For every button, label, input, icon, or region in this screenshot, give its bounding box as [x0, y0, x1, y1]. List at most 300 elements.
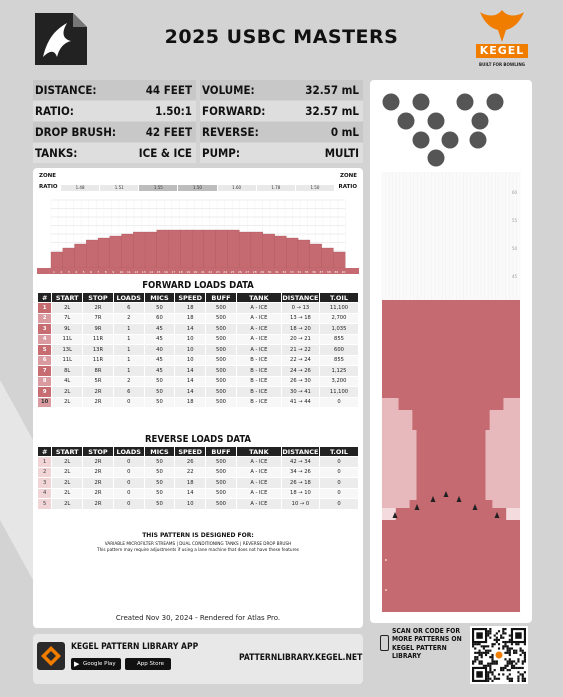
bowling-pin-icon — [472, 113, 489, 130]
svg-text:12: 12 — [134, 270, 139, 274]
table-cell: 3,200 — [319, 376, 358, 387]
table-cell: 9R — [83, 324, 114, 335]
table-cell: A - ICE — [236, 467, 281, 478]
stat-tanks: TANKS: ICE & ICE — [33, 143, 196, 163]
oil-graph-bar — [227, 230, 239, 268]
svg-text:22: 22 — [208, 270, 213, 274]
svg-text:2: 2 — [60, 270, 63, 274]
table-header-cell: BUFF — [206, 447, 237, 457]
table-cell: B - ICE — [236, 387, 281, 398]
oil-graph — [37, 196, 359, 276]
table-row — [38, 488, 359, 499]
table-cell: 500 — [206, 313, 237, 324]
table-cell: 42 → 34 — [281, 457, 319, 468]
stat-drop-brush: DROP BRUSH: 42 FEET — [33, 122, 196, 142]
row-number: 1 — [38, 457, 52, 468]
oil-graph-bar — [75, 244, 87, 268]
table-cell: 10 — [175, 334, 206, 345]
table-header-cell: MICS — [144, 293, 175, 303]
svg-text:8: 8 — [104, 270, 107, 274]
background-shape — [0, 380, 33, 580]
row-number: 4 — [38, 334, 52, 345]
stat-distance: DISTANCE: 44 FEET — [33, 80, 196, 100]
table-row — [38, 387, 359, 398]
google-play-button[interactable]: ▶ Google Play — [71, 658, 121, 670]
table-cell: 0 — [319, 499, 358, 510]
oil-graph-bar — [251, 232, 263, 268]
svg-text:45: 45 — [512, 274, 518, 279]
row-number: 6 — [38, 355, 52, 366]
qr-section — [370, 627, 532, 687]
svg-text:7: 7 — [97, 270, 100, 274]
table-cell: 30 → 41 — [281, 387, 319, 398]
table-cell: 50 — [144, 457, 175, 468]
table-cell: 2L — [52, 387, 83, 398]
table-cell: 9L — [52, 324, 83, 335]
zone-ratio-cell: 1.50 — [178, 185, 216, 191]
table-cell: 2R — [83, 499, 114, 510]
table-row — [38, 366, 359, 377]
svg-text:1: 1 — [53, 270, 55, 274]
table-cell: 41 → 44 — [281, 397, 319, 408]
table-cell: 18 — [175, 303, 206, 314]
oil-graph-bar — [333, 252, 345, 268]
table-cell: 2R — [83, 488, 114, 499]
app-store-button[interactable]: App Store — [125, 658, 171, 670]
zone-ratio-cell: 1.50 — [296, 185, 334, 191]
svg-text:18: 18 — [178, 270, 183, 274]
table-cell: 500 — [206, 366, 237, 377]
table-cell: 1,035 — [319, 324, 358, 335]
table-cell: 0 — [113, 467, 144, 478]
forward-loads-table — [37, 292, 359, 408]
table-cell: 2 — [113, 376, 144, 387]
table-cell: 14 — [175, 488, 206, 499]
table-cell: 22 — [175, 467, 206, 478]
oil-graph-bar — [145, 232, 157, 268]
kegel-logo-icon — [472, 6, 532, 70]
table-row — [38, 345, 359, 356]
table-cell: 50 — [144, 387, 175, 398]
svg-text:28: 28 — [252, 270, 257, 274]
table-cell: A - ICE — [236, 313, 281, 324]
table-cell: 500 — [206, 457, 237, 468]
table-cell: 45 — [144, 324, 175, 335]
table-cell: 2L — [52, 397, 83, 408]
table-header-cell: STOP — [83, 293, 114, 303]
oil-graph-bar — [204, 230, 216, 268]
table-cell: 18 — [175, 478, 206, 489]
zone-ratio-cell: 1.51 — [100, 185, 138, 191]
table-cell: 11,100 — [319, 303, 358, 314]
table-cell: 0 — [113, 499, 144, 510]
bowling-pin-icon — [428, 150, 445, 167]
kegel-tagline: BUILT FOR BOWLING — [479, 62, 525, 67]
table-cell: 40 — [144, 345, 175, 356]
bowling-pin-icon — [470, 132, 487, 149]
table-cell: 0 — [113, 488, 144, 499]
table-cell: 7R — [83, 313, 114, 324]
svg-text:19: 19 — [186, 270, 191, 274]
table-cell: 14 — [175, 366, 206, 377]
table-cell: 50 — [144, 499, 175, 510]
table-cell: 2,700 — [319, 313, 358, 324]
table-header-cell: # — [38, 447, 52, 457]
svg-text:11: 11 — [127, 270, 131, 274]
svg-text:6: 6 — [90, 270, 92, 274]
table-row — [38, 397, 359, 408]
table-cell: 0 — [319, 457, 358, 468]
table-row — [38, 478, 359, 489]
table-cell: 13 → 18 — [281, 313, 319, 324]
bowling-pin-icon — [487, 94, 504, 111]
table-cell: 2L — [52, 478, 83, 489]
svg-text:30: 30 — [267, 270, 272, 274]
table-cell: 5R — [83, 376, 114, 387]
table-header-cell: TANK — [236, 293, 281, 303]
table-cell: A - ICE — [236, 478, 281, 489]
pattern-sheet — [33, 168, 363, 628]
table-cell: 0 — [319, 478, 358, 489]
pattern-stats — [33, 80, 363, 164]
table-cell: 500 — [206, 345, 237, 356]
table-cell: 500 — [206, 488, 237, 499]
table-cell: 8L — [52, 366, 83, 377]
table-cell: 50 — [144, 478, 175, 489]
table-cell: 18 — [175, 397, 206, 408]
table-header-cell: TANK — [236, 447, 281, 457]
oil-graph-bar — [216, 230, 228, 268]
table-cell: 10 — [175, 345, 206, 356]
table-cell: 18 — [175, 313, 206, 324]
forward-loads-title: FORWARD LOADS DATA — [142, 280, 254, 291]
svg-text:17: 17 — [171, 270, 176, 274]
table-row — [38, 334, 359, 345]
table-cell: 0 → 13 — [281, 303, 319, 314]
table-cell: 1 — [113, 324, 144, 335]
table-cell: 50 — [144, 376, 175, 387]
svg-text:36: 36 — [312, 270, 316, 274]
table-header-cell: T.OIL — [319, 447, 358, 457]
table-cell: 50 — [144, 467, 175, 478]
oil-graph-bar — [180, 230, 192, 268]
table-cell: 10 — [175, 355, 206, 366]
svg-text:15: 15 — [156, 270, 161, 274]
svg-text:20: 20 — [193, 270, 198, 274]
design-notes — [33, 532, 363, 552]
app-promo — [33, 634, 363, 684]
svg-text:60: 60 — [512, 190, 518, 195]
bowling-pin-icon — [442, 132, 459, 149]
row-number: 2 — [38, 467, 52, 478]
svg-text:25: 25 — [230, 270, 235, 274]
svg-text:9: 9 — [112, 270, 115, 274]
svg-text:38: 38 — [326, 270, 331, 274]
table-cell: 0 — [113, 397, 144, 408]
table-cell: 7L — [52, 313, 83, 324]
designed-for-heading: THIS PATTERN IS DESIGNED FOR: — [142, 532, 254, 539]
table-cell: 500 — [206, 467, 237, 478]
zone-ratio-cell: 1.78 — [257, 185, 295, 191]
row-number: 9 — [38, 387, 52, 398]
table-cell: A - ICE — [236, 499, 281, 510]
table-cell: 500 — [206, 478, 237, 489]
bowling-pin-icon — [413, 132, 430, 149]
table-cell: 50 — [144, 488, 175, 499]
oil-graph-bar — [157, 230, 169, 268]
table-cell: 0 — [319, 467, 358, 478]
ratio-label-left: RATIO — [39, 184, 58, 190]
table-cell: 2L — [52, 457, 83, 468]
google-play-icon: ▶ — [74, 660, 80, 668]
table-cell: 1,125 — [319, 366, 358, 377]
pattern-library-link[interactable]: PATTERNLIBRARY.KEGEL.NET — [239, 653, 363, 663]
bowling-pin-icon — [457, 94, 474, 111]
bowling-pin-icon — [398, 113, 415, 130]
bowling-pin-icon — [428, 113, 445, 130]
svg-text:50: 50 — [512, 246, 518, 251]
table-cell: 1 — [113, 366, 144, 377]
table-cell: 22 → 24 — [281, 355, 319, 366]
svg-text:33: 33 — [289, 270, 294, 274]
table-cell: 1 — [113, 345, 144, 356]
table-cell: 45 — [144, 366, 175, 377]
table-header-cell: STOP — [83, 447, 114, 457]
table-cell: 26 → 18 — [281, 478, 319, 489]
row-number: 10 — [38, 397, 52, 408]
svg-text:5: 5 — [82, 270, 85, 274]
table-header-cell: SPEED — [175, 447, 206, 457]
table-cell: B - ICE — [236, 355, 281, 366]
qr-code-icon[interactable] — [470, 626, 528, 684]
table-row — [38, 303, 359, 314]
table-header-cell: START — [52, 293, 83, 303]
app-title: KEGEL PATTERN LIBRARY APP — [71, 642, 199, 652]
table-cell: 2L — [52, 303, 83, 314]
svg-text:16: 16 — [164, 270, 168, 274]
table-header-cell: START — [52, 447, 83, 457]
table-header-cell: # — [38, 293, 52, 303]
table-cell: B - ICE — [236, 376, 281, 387]
table-cell: 2R — [83, 303, 114, 314]
oil-graph-bar — [274, 236, 286, 268]
oil-graph-bar — [110, 236, 122, 268]
ratio-label-right: RATIO — [338, 184, 357, 190]
table-cell: 10 — [175, 499, 206, 510]
oil-graph-bar — [321, 248, 333, 268]
svg-text:21: 21 — [201, 270, 205, 274]
oil-graph-bar — [63, 248, 75, 268]
row-number: 8 — [38, 376, 52, 387]
table-cell: 1 — [113, 334, 144, 345]
table-cell: 45 — [144, 334, 175, 345]
table-row — [38, 467, 359, 478]
table-cell: 6 — [113, 303, 144, 314]
table-row — [38, 313, 359, 324]
table-cell: 0 — [319, 488, 358, 499]
app-icon — [37, 642, 65, 670]
row-number: 5 — [38, 345, 52, 356]
svg-text:35: 35 — [304, 270, 309, 274]
table-cell: 21 → 22 — [281, 345, 319, 356]
table-header-cell: DISTANCE — [282, 293, 319, 302]
table-cell: 60 — [144, 313, 175, 324]
oil-graph-bar — [133, 232, 145, 268]
table-cell: 8R — [83, 366, 114, 377]
svg-text:10: 10 — [119, 270, 124, 274]
table-cell: 11L — [52, 355, 83, 366]
svg-text:14: 14 — [149, 270, 154, 274]
table-cell: 2L — [52, 499, 83, 510]
table-cell: A - ICE — [236, 303, 281, 314]
stat-forward: FORWARD: 32.57 mL — [200, 101, 363, 121]
zone-ratio-bar — [37, 172, 359, 192]
table-row — [38, 355, 359, 366]
table-row — [38, 324, 359, 335]
row-number: 3 — [38, 324, 52, 335]
svg-text:32: 32 — [282, 270, 287, 274]
table-cell: 855 — [319, 355, 358, 366]
row-number: 3 — [38, 478, 52, 489]
stat-pump: PUMP: MULTI — [200, 143, 363, 163]
table-cell: A - ICE — [236, 324, 281, 335]
svg-text:26: 26 — [238, 270, 242, 274]
table-cell: 500 — [206, 376, 237, 387]
svg-text:27: 27 — [245, 270, 250, 274]
zone-ratio-cell: 1.60 — [218, 185, 256, 191]
designed-features: VARIABLE MICROFILTER STREAMS | DUAL CONDITIONING TANKS | REVERSE DROP BRUSH — [104, 541, 292, 546]
bowling-pin-icon — [413, 94, 430, 111]
table-cell: 45 — [144, 355, 175, 366]
table-cell: 18 → 10 — [281, 488, 319, 499]
table-cell: B - ICE — [236, 397, 281, 408]
table-cell: 500 — [206, 387, 237, 398]
table-cell: 500 — [206, 355, 237, 366]
table-cell: 14 — [175, 387, 206, 398]
oil-graph-bar — [298, 240, 310, 268]
row-number: 2 — [38, 313, 52, 324]
table-row — [38, 499, 359, 510]
table-cell: 20 → 21 — [281, 334, 319, 345]
table-cell: 0 — [113, 457, 144, 468]
oil-graph-bar — [239, 232, 251, 268]
table-cell: 0 — [319, 397, 358, 408]
stat-volume: VOLUME: 32.57 mL — [200, 80, 363, 100]
table-cell: 2L — [52, 488, 83, 499]
table-cell: 11R — [83, 334, 114, 345]
svg-text:13: 13 — [141, 270, 146, 274]
table-cell: 11R — [83, 355, 114, 366]
svg-text:39: 39 — [334, 270, 339, 274]
qr-caption: SCAN OR CODE FOR MORE PATTERNS ON KEGEL PATTERN LIBRARY — [392, 627, 462, 660]
table-header-cell: BUFF — [206, 293, 237, 303]
table-header-cell: T.OIL — [319, 293, 358, 303]
svg-text:34: 34 — [297, 270, 302, 274]
table-cell: 50 — [144, 397, 175, 408]
table-cell: 2L — [52, 467, 83, 478]
designed-disclaimer: This pattern may require adjustments if using a lane machine that does not have these features — [97, 547, 299, 552]
table-cell: 600 — [319, 345, 358, 356]
table-header-cell: LOADS — [113, 293, 144, 303]
table-cell: 4L — [52, 376, 83, 387]
table-cell: A - ICE — [236, 345, 281, 356]
table-row — [38, 376, 359, 387]
table-cell: 500 — [206, 499, 237, 510]
svg-text:37: 37 — [319, 270, 324, 274]
table-cell: 2R — [83, 478, 114, 489]
table-cell: 11,100 — [319, 387, 358, 398]
oil-graph-bar — [169, 230, 181, 268]
table-cell: A - ICE — [236, 457, 281, 468]
table-cell: 13L — [52, 345, 83, 356]
svg-text:4: 4 — [75, 270, 78, 274]
lane-diagram — [370, 80, 532, 623]
table-cell: 0 — [113, 478, 144, 489]
table-cell: 50 — [144, 303, 175, 314]
created-note: Created Nov 30, 2024 - Rendered for Atlas Pro. — [115, 614, 281, 622]
table-cell: B - ICE — [236, 366, 281, 377]
stat-reverse: REVERSE: 0 mL — [200, 122, 363, 142]
row-number: 5 — [38, 499, 52, 510]
oil-graph-bar — [51, 252, 63, 268]
table-cell: 2R — [83, 387, 114, 398]
reverse-loads-title: REVERSE LOADS DATA — [144, 434, 252, 445]
table-cell: 500 — [206, 324, 237, 335]
table-cell: 500 — [206, 334, 237, 345]
svg-text:55: 55 — [512, 218, 518, 223]
table-cell: 500 — [206, 397, 237, 408]
table-cell: 2R — [83, 457, 114, 468]
oil-graph-bar — [263, 234, 275, 268]
oil-graph-bar — [286, 238, 298, 268]
svg-text:3: 3 — [67, 270, 70, 274]
kegel-wordmark: KEGEL — [476, 44, 528, 58]
table-cell: 13R — [83, 345, 114, 356]
table-cell: 34 → 26 — [281, 467, 319, 478]
table-header-cell: MICS — [144, 447, 175, 457]
zone-label-left: ZONE — [39, 173, 57, 179]
row-number: 7 — [38, 366, 52, 377]
table-cell: 14 — [175, 376, 206, 387]
row-number: 4 — [38, 488, 52, 499]
oil-graph-bar — [86, 240, 98, 268]
table-cell: 855 — [319, 334, 358, 345]
table-cell: 11L — [52, 334, 83, 345]
svg-text:24: 24 — [223, 270, 228, 274]
zone-ratio-cell: 1.55 — [139, 185, 177, 191]
table-cell: A - ICE — [236, 334, 281, 345]
reverse-loads-table — [37, 446, 359, 510]
table-cell: 24 → 26 — [281, 366, 319, 377]
stat-ratio: RATIO: 1.50:1 — [33, 101, 196, 121]
table-cell: 10 → 0 — [281, 499, 319, 510]
phone-icon — [380, 635, 389, 651]
oil-graph-bar — [98, 238, 110, 268]
table-cell: 14 — [175, 324, 206, 335]
table-header-cell: DISTANCE — [282, 447, 319, 456]
bowling-pin-icon — [383, 94, 400, 111]
oil-graph-bar — [122, 234, 134, 268]
row-number: 1 — [38, 303, 52, 314]
table-cell: 26 — [175, 457, 206, 468]
svg-text:40: 40 — [341, 270, 346, 274]
svg-text:31: 31 — [275, 270, 279, 274]
table-cell: 2 — [113, 313, 144, 324]
table-cell: 6 — [113, 387, 144, 398]
table-cell: 2R — [83, 467, 114, 478]
page-title: 2025 USBC MASTERS — [164, 26, 399, 48]
oil-graph-bar — [192, 230, 204, 268]
